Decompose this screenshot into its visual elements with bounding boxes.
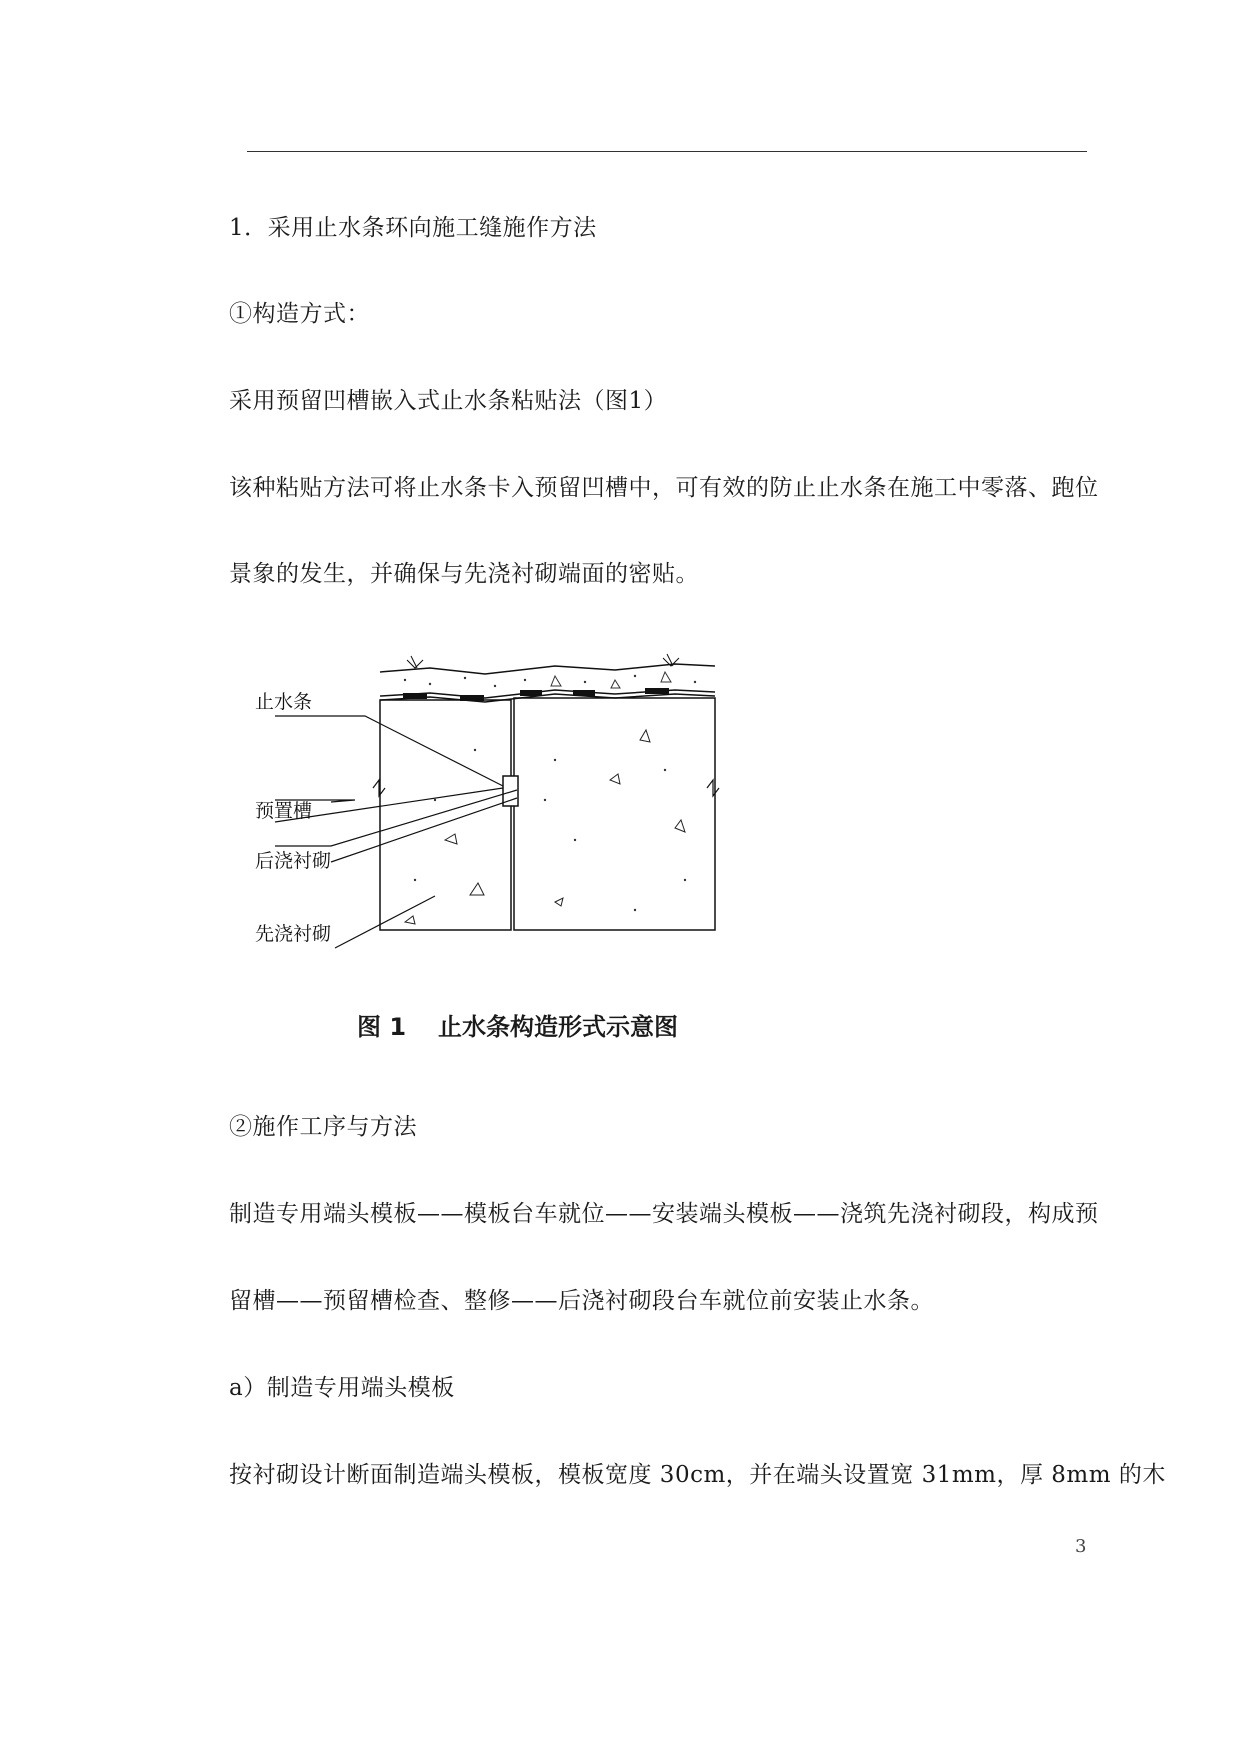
concrete-aggregate <box>405 730 685 924</box>
method-line: 采用预留凹槽嵌入式止水条粘贴法（图1） <box>229 388 668 414</box>
paragraph-line: 景象的发生，并确保与先浇衬砌端面的密贴。 <box>229 561 699 587</box>
page-number: 3 <box>1075 1536 1087 1557</box>
list-item-a: a）制造专用端头模板 <box>229 1375 455 1401</box>
label-first-pour: 先浇衬砌 <box>255 923 332 945</box>
section-heading: 1．采用止水条环向施工缝施作方法 <box>229 215 597 241</box>
subheading-procedure: ②施作工序与方法 <box>229 1114 417 1140</box>
waterstop-diagram <box>255 640 735 960</box>
label-preset-groove: 预置槽 <box>255 800 313 822</box>
header-rule <box>247 151 1087 152</box>
break-marks <box>373 780 719 796</box>
subheading-structure: ①构造方式： <box>229 301 370 327</box>
rock-speckles <box>404 672 696 688</box>
leader-lines <box>275 716 517 948</box>
paragraph-line: 该种粘贴方法可将止水条卡入预留凹槽中，可有效的防止止水条在施工中零落、跑位 <box>229 475 1099 501</box>
concrete-speckles <box>414 749 686 911</box>
surface-marks <box>407 654 679 668</box>
paragraph-line: 按衬砌设计断面制造端头模板，模板宽度 30cm，并在端头设置宽 31mm，厚 8mm 的木 <box>229 1462 1166 1488</box>
second-pour-lining <box>514 698 715 930</box>
label-waterstop: 止水条 <box>255 691 313 713</box>
first-pour-lining <box>380 700 511 930</box>
label-second-pour: 后浇衬砌 <box>255 850 332 872</box>
paragraph-line: 留槽——预留槽检查、整修——后浇衬砌段台车就位前安装止水条。 <box>229 1288 934 1314</box>
figure-caption-number: 图 1 <box>357 1013 407 1041</box>
paragraph-line: 制造专用端头模板——模板台车就位——安装端头模板——浇筑先浇衬砌段，构成预 <box>229 1201 1099 1227</box>
figure-caption-text: 止水条构造形式示意图 <box>438 1013 678 1041</box>
